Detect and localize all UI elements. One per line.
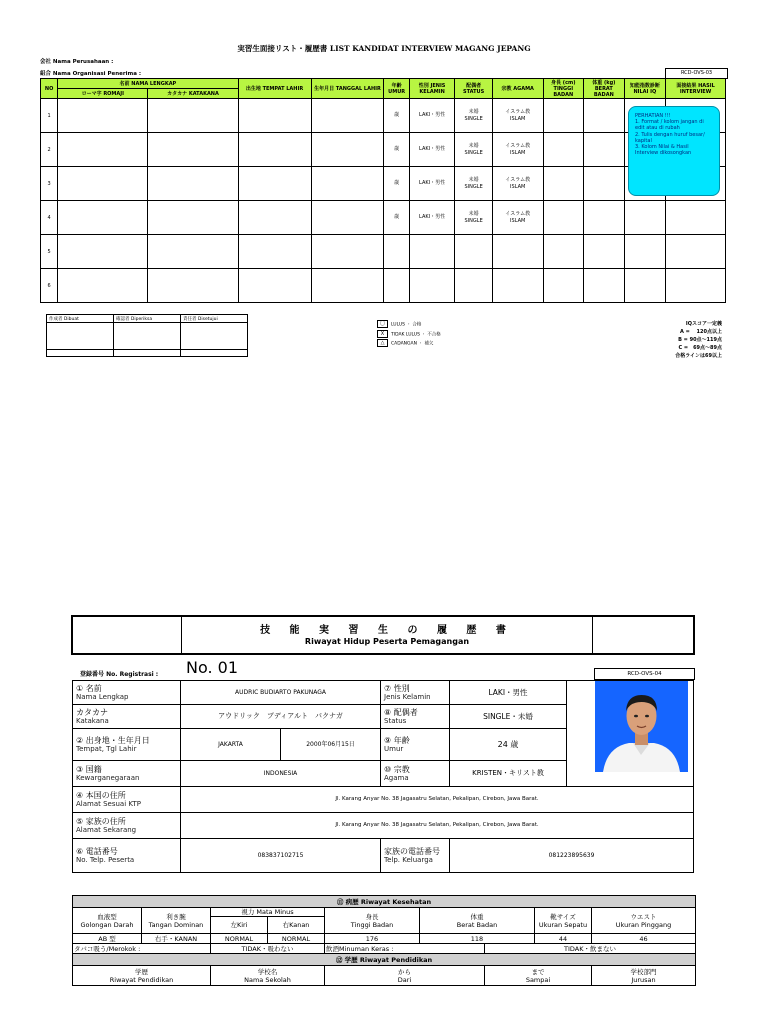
cell-romaji[interactable] <box>58 99 148 133</box>
weight-header: 体重 Berat Badan <box>420 908 535 934</box>
col-iq: 知能指数診断 NILAI IQ <box>624 79 666 99</box>
cell-katakana[interactable] <box>148 269 238 303</box>
col-birthplace: 出生地 TEMPAT LAHIR <box>238 79 311 99</box>
col-religion: 宗教 AGAMA <box>492 79 543 99</box>
company-label: 会社 Nama Perusahaan : <box>40 59 114 65</box>
cell-gender[interactable]: LAKI・男性 <box>409 201 455 235</box>
document-code-2: RCD-OVS-04 <box>594 668 695 680</box>
iq-line: A = 120点以上 <box>680 329 722 335</box>
cell-birthplace[interactable] <box>238 133 311 167</box>
cell-age[interactable] <box>384 269 409 303</box>
legend-text: CADANGAN ・ 補欠 <box>391 341 434 347</box>
status-label: ⑧ 配偶者 Status <box>381 705 450 729</box>
organization-label: 組合 Nama Organisasi Penerima : <box>40 71 142 77</box>
cell-status[interactable] <box>455 235 492 269</box>
cell-katakana[interactable] <box>148 235 238 269</box>
cell-weight[interactable] <box>584 201 625 235</box>
legend-symbol: 〇 <box>377 320 388 328</box>
legend-item <box>377 320 441 330</box>
cell-status[interactable] <box>455 201 492 235</box>
result-legend <box>377 320 441 349</box>
col-gender: 性別 JENIS KELAMIN <box>409 79 455 99</box>
height-value[interactable]: 176 <box>325 934 420 944</box>
current-address-value[interactable]: Jl. Karang Anyar No. 38 Jagasatru Selatan, Pekalipan, Cirebon, Jawa Barat. <box>181 813 694 839</box>
cell-katakana[interactable] <box>148 201 238 235</box>
health-table <box>72 895 696 986</box>
blood-type-header: 血液型 Golongan Darah <box>73 908 142 934</box>
religion-id: ISLAM <box>510 115 526 122</box>
status-value[interactable]: SINGLE・未婚 <box>450 705 567 729</box>
education-section-title: ⑫ 学歴 Riwayat Pendidikan <box>73 954 696 966</box>
legend-text: TIDAK LULUS ・ 不合格 <box>391 332 441 337</box>
col-katakana: カタカナ KATAKANA <box>148 89 238 99</box>
cell-iq[interactable] <box>624 269 666 303</box>
note-line: 3. Kolom Nilai & Hasil Interview dikosongkan <box>635 144 692 157</box>
katakana-label: カタカナ Katakana <box>73 705 181 729</box>
cell-religion[interactable] <box>492 167 543 201</box>
from-header: から Dari <box>325 966 485 986</box>
vision-right-header: 右Kanan <box>268 917 325 934</box>
family-phone-label: 家族の電話番号 Telp. Keluarga <box>381 839 450 873</box>
note-line: 1. Format / kolom jangan di edit atau di rubah <box>635 119 704 132</box>
cell-religion[interactable] <box>492 235 543 269</box>
sign-checked-name[interactable] <box>114 350 181 357</box>
cell-age[interactable] <box>384 235 409 269</box>
religion-jp: イスラム教 <box>505 108 531 115</box>
row-no: 4 <box>41 201 58 235</box>
status-jp: 未婚 <box>468 176 479 183</box>
family-phone-value[interactable]: 081223895639 <box>450 839 694 873</box>
col-result: 面接結果 HASIL INTERVIEW <box>666 79 726 99</box>
row-no: 1 <box>41 99 58 133</box>
col-weight: 体重 (kg) BERAT BADAN <box>584 79 625 99</box>
katakana-value[interactable]: アウドリック ブディアルト パクナガ <box>181 705 381 729</box>
cell-gender[interactable]: LAKI・男性 <box>409 167 455 201</box>
cell-status[interactable] <box>455 99 492 133</box>
ktp-address-label: ④ 本国の住所 Alamat Sesuai KTP <box>73 787 181 813</box>
blood-type-value[interactable]: AB 型 <box>73 934 142 944</box>
cell-gender[interactable]: LAKI・男性 <box>409 99 455 133</box>
religion-jp: イスラム教 <box>505 210 531 217</box>
status-id: SINGLE <box>464 149 483 156</box>
cell-romaji[interactable] <box>58 201 148 235</box>
weight-value[interactable]: 118 <box>420 934 535 944</box>
col-no: NO <box>41 79 58 99</box>
candidate-table <box>40 78 726 303</box>
vision-left-value[interactable]: NORMAL <box>211 934 268 944</box>
cell-weight[interactable] <box>584 99 625 133</box>
status-id: SINGLE <box>464 183 483 190</box>
cell-birthdate[interactable] <box>311 235 384 269</box>
legend-symbol: X <box>377 330 388 338</box>
religion-value[interactable]: KRISTEN・キリスト教 <box>450 761 567 787</box>
sign-made-box[interactable] <box>47 323 114 350</box>
cell-birthplace[interactable] <box>238 99 311 133</box>
cell-weight[interactable] <box>584 235 625 269</box>
vision-header: 視力 Mata Minus <box>211 908 325 917</box>
cell-weight[interactable] <box>584 269 625 303</box>
cell-iq[interactable] <box>624 201 666 235</box>
table-row <box>41 269 726 303</box>
major-header: 学校部門 Jurusan <box>592 966 696 986</box>
col-age: 年齢 UMUR <box>384 79 409 99</box>
cell-weight[interactable] <box>584 133 625 167</box>
cell-religion[interactable] <box>492 201 543 235</box>
vision-left-header: 左Kiri <box>211 917 268 934</box>
cell-status[interactable] <box>455 167 492 201</box>
phone-label: ⑥ 電話番号 No. Telp. Peserta <box>73 839 181 873</box>
cell-result[interactable] <box>666 201 726 235</box>
cell-birthplace[interactable] <box>238 201 311 235</box>
cell-age[interactable]: 歳 <box>384 201 409 235</box>
waist-value[interactable]: 46 <box>592 934 696 944</box>
dominant-hand-value[interactable]: 右手・KANAN <box>142 934 211 944</box>
note-title: PERHATIAN !!! <box>635 113 671 119</box>
religion-jp: イスラム教 <box>505 176 531 183</box>
col-height: 身長 (cm) TINGGI BADAN <box>543 79 584 99</box>
table-row <box>41 167 726 201</box>
smoking-value[interactable]: TIDAK・吸わない <box>211 944 325 954</box>
legend-symbol: △ <box>377 339 388 347</box>
cell-birthdate[interactable] <box>311 133 384 167</box>
cell-result[interactable] <box>666 269 726 303</box>
birth-date-value[interactable]: 2000年06月15日 <box>281 729 381 761</box>
cell-height[interactable] <box>543 269 584 303</box>
cell-katakana[interactable] <box>148 99 238 133</box>
cell-birthplace[interactable] <box>238 167 311 201</box>
sign-approved-name[interactable] <box>181 350 248 357</box>
cell-religion[interactable] <box>492 269 543 303</box>
religion-id: ISLAM <box>510 149 526 156</box>
iq-line: C = 69点～89点 <box>678 345 722 351</box>
cell-birthplace[interactable] <box>238 235 311 269</box>
cell-katakana[interactable] <box>148 133 238 167</box>
sign-approved-label: 責任者 Disetujui <box>181 315 248 323</box>
cell-gender[interactable]: LAKI・男性 <box>409 133 455 167</box>
current-address-label: ⑤ 家族の住所 Alamat Sekarang <box>73 813 181 839</box>
age-label: ⑨ 年齢 Umur <box>381 729 450 761</box>
cell-age[interactable]: 歳 <box>384 133 409 167</box>
cell-gender[interactable] <box>409 235 455 269</box>
legend-text: LULUS ・ 合格 <box>391 322 422 328</box>
birth-place-value[interactable]: JAKARTA <box>181 729 281 761</box>
religion-jp: イスラム教 <box>505 142 531 149</box>
legend-item <box>377 330 441 340</box>
cell-result[interactable] <box>666 235 726 269</box>
cell-birthplace[interactable] <box>238 269 311 303</box>
sign-approved-box[interactable] <box>181 323 248 350</box>
col-status: 配偶者 STATUS <box>455 79 492 99</box>
row-no: 6 <box>41 269 58 303</box>
cell-romaji[interactable] <box>58 235 148 269</box>
cell-age[interactable]: 歳 <box>384 99 409 133</box>
candidate-photo <box>595 681 688 772</box>
shoe-size-header: 靴サイズ Ukuran Sepatu <box>535 908 592 934</box>
status-jp: 未婚 <box>468 142 479 149</box>
iq-line: B = 90点～119点 <box>678 337 722 343</box>
table-row <box>41 133 726 167</box>
alcohol-value[interactable]: TIDAK・飲まない <box>485 944 696 954</box>
ktp-address-value[interactable]: Jl. Karang Anyar No. 38 Jagasatru Selatan, Pekalipan, Cirebon, Jawa Barat. <box>181 787 694 813</box>
sign-checked-box[interactable] <box>114 323 181 350</box>
cell-katakana[interactable] <box>148 167 238 201</box>
iq-line: IQスコア一定義 <box>685 321 722 327</box>
sign-made-name[interactable] <box>47 350 114 357</box>
nationality-label: ③ 国籍 Kewarganegaraan <box>73 761 181 787</box>
education-level-header: 学歴 Riwayat Pendidikan <box>73 966 211 986</box>
cell-status[interactable] <box>455 133 492 167</box>
portrait-icon <box>595 681 688 772</box>
religion-id: ISLAM <box>510 183 526 190</box>
cell-romaji[interactable] <box>58 167 148 201</box>
school-name-header: 学校名 Nama Sekolah <box>211 966 325 986</box>
registration-number: No. 01 <box>186 658 239 677</box>
smoking-label: タバコ吸う/Merokok : <box>73 944 211 954</box>
attention-note <box>628 106 720 196</box>
age-value[interactable]: 24 歳 <box>450 729 567 761</box>
height-header: 身長 Tinggi Badan <box>325 908 420 934</box>
cell-iq[interactable] <box>624 235 666 269</box>
table-row <box>41 99 726 133</box>
name-label: ① 名前 Nama Lengkap <box>73 681 181 705</box>
cell-birthdate[interactable] <box>311 269 384 303</box>
legend-item <box>377 339 441 349</box>
col-name-group: 名前 NAMA LENGKAP <box>58 79 238 89</box>
registration-label: 登録番号 No. Registrasi : <box>80 671 159 678</box>
until-header: まで Sampai <box>485 966 592 986</box>
nationality-value[interactable]: INDONESIA <box>181 761 381 787</box>
cell-birthdate[interactable] <box>311 201 384 235</box>
iq-scale <box>600 320 722 360</box>
note-line: 2. Tulis dengan huruf besar/ kapital <box>635 131 705 144</box>
iq-line: 合格ラインは69以上 <box>675 353 722 359</box>
cell-birthdate[interactable] <box>311 167 384 201</box>
shoe-size-value[interactable]: 44 <box>535 934 592 944</box>
cell-birthdate[interactable] <box>311 99 384 133</box>
cell-religion[interactable] <box>492 99 543 133</box>
row-no: 3 <box>41 167 58 201</box>
table-row <box>41 235 726 269</box>
cell-gender[interactable] <box>409 269 455 303</box>
name-value[interactable]: AUDRIC BUDIARTO PAKUNAGA <box>181 681 381 705</box>
col-romaji: ローマ字 ROMAJI <box>58 89 148 99</box>
birth-label: ② 出身地・生年月日 Tempat, Tgl Lahir <box>73 729 181 761</box>
cell-religion[interactable] <box>492 133 543 167</box>
sign-made-label: 作成者 Dibuat <box>47 315 114 323</box>
cell-age[interactable]: 歳 <box>384 167 409 201</box>
cell-height[interactable] <box>543 235 584 269</box>
cell-romaji[interactable] <box>58 269 148 303</box>
cell-height[interactable] <box>543 201 584 235</box>
cell-height[interactable] <box>543 99 584 133</box>
cell-weight[interactable] <box>584 167 625 201</box>
waist-header: ウエスト Ukuran Pinggang <box>592 908 696 934</box>
status-id: SINGLE <box>464 115 483 122</box>
resume-title-jp: 技 能 実 習 生 の 履 歴 書 <box>260 625 514 636</box>
document-code: RCD-OVS-03 <box>665 68 728 79</box>
cell-height[interactable] <box>543 133 584 167</box>
cell-romaji[interactable] <box>58 133 148 167</box>
status-jp: 未婚 <box>468 210 479 217</box>
signature-table <box>46 314 248 357</box>
alcohol-label: 飲酒Minuman Keras : <box>325 944 485 954</box>
phone-value[interactable]: 083837102715 <box>181 839 381 873</box>
gender-label: ⑦ 性別 Jenis Kelamin <box>381 681 450 705</box>
religion-id: ISLAM <box>510 217 526 224</box>
status-jp: 未婚 <box>468 108 479 115</box>
health-section-title: ⑪ 病歴 Riwayat Kesehatan <box>73 896 696 908</box>
resume-title-id: Riwayat Hidup Peserta Pemagangan <box>304 637 470 646</box>
cell-height[interactable] <box>543 167 584 201</box>
sign-checked-label: 確認者 Diperiksa <box>114 315 181 323</box>
gender-value[interactable]: LAKI・男性 <box>450 681 567 705</box>
row-no: 5 <box>41 235 58 269</box>
row-no: 2 <box>41 133 58 167</box>
col-birthdate: 生年月日 TANGGAL LAHIR <box>311 79 384 99</box>
dominant-hand-header: 利き腕 Tangan Dominan <box>142 908 211 934</box>
sheet1-title: 実習生面接リスト・履歴書 LIST KANDIDAT INTERVIEW MAGANG JEPANG <box>237 44 531 53</box>
cell-status[interactable] <box>455 269 492 303</box>
vision-right-value[interactable]: NORMAL <box>268 934 325 944</box>
status-id: SINGLE <box>464 217 483 224</box>
religion-label: ⑩ 宗教 Agama <box>381 761 450 787</box>
table-row <box>41 201 726 235</box>
